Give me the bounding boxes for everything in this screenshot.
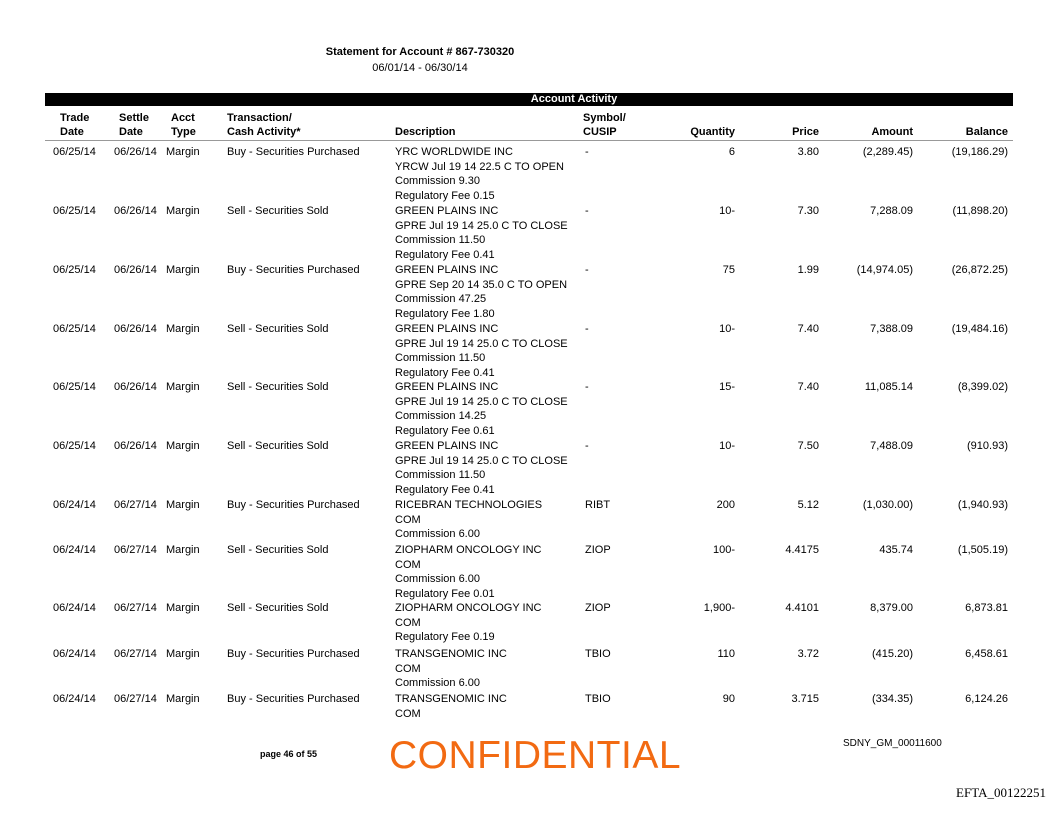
description-line: Regulatory Fee 0.01	[395, 587, 495, 600]
price-cell: 7.40	[797, 323, 819, 335]
amount-cell: 435.74	[879, 544, 913, 556]
balance-cell: (1,505.19)	[957, 544, 1008, 556]
balance-cell: (11,898.20)	[952, 205, 1008, 217]
description-line: Regulatory Fee 0.41	[395, 483, 495, 496]
symbol-cell: -	[585, 264, 589, 276]
description-line: Commission 47.25	[395, 293, 487, 306]
description-cell	[395, 543, 541, 601]
acct-type-cell: Margin	[166, 264, 200, 276]
trade-date-cell: 06/25/14	[53, 264, 96, 276]
description-line: ZIOPHARM ONCOLOGY INC	[395, 544, 542, 556]
symbol-cell: -	[585, 323, 589, 335]
col-sym-l1: Symbol/	[583, 112, 626, 124]
quantity-cell: 10-	[719, 440, 735, 452]
bates-number: SDNY_GM_00011600	[843, 738, 942, 749]
balance-cell: 6,873.81	[965, 602, 1008, 614]
description-line: GPRE Sep 20 14 35.0 C TO OPEN	[395, 278, 568, 291]
price-cell: 1.99	[797, 264, 819, 276]
col-transaction	[227, 111, 301, 139]
description-line: Regulatory Fee 0.19	[395, 631, 495, 644]
amount-cell: 8,379.00	[870, 602, 913, 614]
price-cell: 5.12	[797, 499, 819, 511]
col-price: Price	[792, 126, 819, 138]
description-line: Regulatory Fee 0.41	[395, 248, 495, 261]
page-number: page 46 of 55	[260, 749, 318, 759]
quantity-cell: 90	[722, 693, 735, 705]
description-line: COM	[395, 707, 421, 720]
symbol-cell: TBIO	[585, 648, 611, 660]
col-acct-l1: Acct	[171, 112, 195, 124]
trade-date-cell: 06/24/14	[53, 602, 96, 614]
price-cell: 3.72	[797, 648, 819, 660]
symbol-cell: RIBT	[585, 499, 611, 511]
trade-date-cell: 06/24/14	[53, 544, 96, 556]
col-txn-l2: Cash Activity*	[227, 126, 301, 138]
description-line: YRC WORLDWIDE INC	[395, 146, 513, 158]
col-trade-l1: Trade	[60, 112, 90, 124]
transaction-cell: Sell - Securities Sold	[227, 381, 329, 393]
trade-date-cell: 06/25/14	[53, 323, 96, 335]
description-cell	[395, 647, 507, 691]
description-line: GREEN PLAINS INC	[395, 440, 499, 452]
col-settle-l2: Date	[119, 126, 143, 138]
symbol-cell: ZIOP	[585, 544, 611, 556]
description-line: Commission 6.00	[395, 677, 480, 690]
col-settle-l1: Settle	[119, 112, 149, 124]
amount-cell: (14,974.05)	[856, 264, 913, 276]
quantity-cell: 110	[717, 648, 735, 660]
description-line: RICEBRAN TECHNOLOGIES	[395, 499, 543, 511]
col-trade-date	[60, 111, 89, 139]
quantity-cell: 75	[722, 264, 735, 276]
description-cell	[395, 263, 567, 321]
amount-cell: 7,388.09	[870, 323, 913, 335]
amount-cell: 7,288.09	[870, 205, 913, 217]
trade-date-cell: 06/24/14	[53, 693, 96, 705]
col-quantity: Quantity	[690, 126, 735, 138]
acct-type-cell: Margin	[166, 381, 200, 393]
description-line: ZIOPHARM ONCOLOGY INC	[395, 602, 542, 614]
header-divider	[45, 140, 1013, 141]
acct-type-cell: Margin	[166, 648, 200, 660]
description-line: Regulatory Fee 1.80	[395, 307, 495, 320]
account-activity-bar	[45, 93, 1013, 106]
trade-date-cell: 06/24/14	[53, 648, 96, 660]
description-line: GREEN PLAINS INC	[395, 264, 499, 276]
col-acct-l2: Type	[171, 126, 196, 138]
acct-type-cell: Margin	[166, 440, 200, 452]
balance-cell: 6,458.61	[965, 648, 1008, 660]
description-cell	[395, 380, 568, 438]
settle-date-cell: 06/26/14	[114, 205, 157, 217]
description-cell	[395, 601, 541, 645]
description-line: GPRE Jul 19 14 25.0 C TO CLOSE	[395, 395, 568, 408]
statement-title: Statement for Account # 867-730320	[325, 46, 515, 58]
description-line: Commission 6.00	[395, 573, 480, 586]
trade-date-cell: 06/25/14	[53, 205, 96, 217]
acct-type-cell: Margin	[166, 693, 200, 705]
col-symbol	[583, 111, 626, 139]
acct-type-cell: Margin	[166, 544, 200, 556]
symbol-cell: -	[585, 205, 589, 217]
symbol-cell: -	[585, 440, 589, 452]
col-amount: Amount	[871, 126, 913, 138]
price-cell: 3.80	[797, 146, 819, 158]
description-line: Commission 9.30	[395, 175, 480, 188]
amount-cell: 7,488.09	[870, 440, 913, 452]
settle-date-cell: 06/26/14	[114, 323, 157, 335]
symbol-cell: ZIOP	[585, 602, 611, 614]
col-sym-l2: CUSIP	[583, 126, 617, 138]
confidential-stamp: CONFIDENTIAL	[389, 734, 682, 777]
description-cell	[395, 439, 568, 497]
description-line: YRCW Jul 19 14 22.5 C TO OPEN	[395, 160, 564, 173]
description-line: COM	[395, 513, 421, 526]
amount-cell: (2,289.45)	[862, 146, 913, 158]
transaction-cell: Buy - Securities Purchased	[227, 648, 360, 660]
balance-cell: (26,872.25)	[951, 264, 1008, 276]
settle-date-cell: 06/27/14	[114, 602, 157, 614]
amount-cell: (1,030.00)	[862, 499, 913, 511]
price-cell: 7.40	[797, 381, 819, 393]
balance-cell: (910.93)	[967, 440, 1008, 452]
description-line: GREEN PLAINS INC	[395, 381, 499, 393]
settle-date-cell: 06/27/14	[114, 648, 157, 660]
description-line: TRANSGENOMIC INC	[395, 648, 507, 660]
description-line: Regulatory Fee 0.41	[395, 366, 495, 379]
balance-cell: 6,124.26	[965, 693, 1008, 705]
description-line: Regulatory Fee 0.61	[395, 424, 495, 437]
description-cell	[395, 204, 568, 262]
transaction-cell: Buy - Securities Purchased	[227, 499, 360, 511]
transaction-cell: Sell - Securities Sold	[227, 602, 329, 614]
quantity-cell: 200	[716, 499, 735, 511]
trade-date-cell: 06/25/14	[53, 381, 96, 393]
quantity-cell: 6	[728, 146, 735, 158]
price-cell: 4.4175	[785, 544, 819, 556]
trade-date-cell: 06/24/14	[53, 499, 96, 511]
settle-date-cell: 06/26/14	[114, 440, 157, 452]
efta-number: EFTA_00122251	[956, 785, 1046, 800]
description-line: GPRE Jul 19 14 25.0 C TO CLOSE	[395, 219, 568, 232]
description-cell	[395, 498, 542, 542]
description-line: GPRE Jul 19 14 25.0 C TO CLOSE	[395, 454, 568, 467]
col-balance: Balance	[965, 126, 1008, 138]
description-line: Commission 11.50	[395, 469, 486, 482]
description-line: Regulatory Fee 0.15	[395, 189, 495, 202]
col-acct-type	[171, 111, 196, 139]
acct-type-cell: Margin	[166, 146, 200, 158]
settle-date-cell: 06/26/14	[114, 264, 157, 276]
transaction-cell: Buy - Securities Purchased	[227, 264, 360, 276]
description-line: GREEN PLAINS INC	[395, 205, 499, 217]
amount-cell: 11,085.14	[864, 381, 913, 393]
price-cell: 3.715	[791, 693, 819, 705]
col-txn-l1: Transaction/	[227, 112, 292, 124]
quantity-cell: 10-	[719, 205, 735, 217]
description-cell	[395, 145, 564, 203]
col-trade-l2: Date	[60, 126, 84, 138]
statement-period: 06/01/14 - 06/30/14	[372, 62, 468, 74]
trade-date-cell: 06/25/14	[53, 440, 96, 452]
description-line: Commission 11.50	[395, 234, 486, 247]
transaction-cell: Sell - Securities Sold	[227, 544, 329, 556]
quantity-cell: 1,900-	[703, 602, 735, 614]
settle-date-cell: 06/27/14	[114, 544, 157, 556]
section-title: Account Activity	[530, 93, 618, 105]
price-cell: 7.50	[797, 440, 819, 452]
col-description: Description	[395, 126, 456, 138]
acct-type-cell: Margin	[166, 205, 200, 217]
description-line: Commission 11.50	[395, 352, 486, 365]
transaction-cell: Buy - Securities Purchased	[227, 146, 360, 158]
description-cell	[395, 322, 568, 380]
symbol-cell: -	[585, 381, 589, 393]
quantity-cell: 10-	[719, 323, 735, 335]
quantity-cell: 15-	[719, 381, 735, 393]
settle-date-cell: 06/27/14	[114, 499, 157, 511]
description-line: GPRE Jul 19 14 25.0 C TO CLOSE	[395, 337, 568, 350]
price-cell: 4.4101	[785, 602, 819, 614]
amount-cell: (415.20)	[872, 648, 913, 660]
description-cell	[395, 692, 507, 721]
settle-date-cell: 06/26/14	[114, 146, 157, 158]
symbol-cell: -	[585, 146, 589, 158]
settle-date-cell: 06/26/14	[114, 381, 157, 393]
description-line: Commission 6.00	[395, 528, 480, 541]
acct-type-cell: Margin	[166, 602, 200, 614]
quantity-cell: 100-	[712, 544, 735, 556]
settle-date-cell: 06/27/14	[114, 693, 157, 705]
trade-date-cell: 06/25/14	[53, 146, 96, 158]
acct-type-cell: Margin	[166, 499, 200, 511]
balance-cell: (19,186.29)	[951, 146, 1008, 158]
description-line: COM	[395, 662, 421, 675]
description-line: COM	[395, 616, 421, 629]
balance-cell: (1,940.93)	[957, 499, 1008, 511]
transaction-cell: Sell - Securities Sold	[227, 205, 329, 217]
description-line: TRANSGENOMIC INC	[395, 693, 507, 705]
acct-type-cell: Margin	[166, 323, 200, 335]
description-line: Commission 14.25	[395, 410, 487, 423]
description-line: COM	[395, 558, 421, 571]
price-cell: 7.30	[797, 205, 819, 217]
symbol-cell: TBIO	[585, 693, 611, 705]
balance-cell: (8,399.02)	[957, 381, 1008, 393]
transaction-cell: Buy - Securities Purchased	[227, 693, 360, 705]
balance-cell: (19,484.16)	[951, 323, 1008, 335]
description-line: GREEN PLAINS INC	[395, 323, 499, 335]
amount-cell: (334.35)	[872, 693, 913, 705]
col-settle-date	[119, 111, 149, 139]
transaction-cell: Sell - Securities Sold	[227, 323, 329, 335]
transaction-cell: Sell - Securities Sold	[227, 440, 329, 452]
